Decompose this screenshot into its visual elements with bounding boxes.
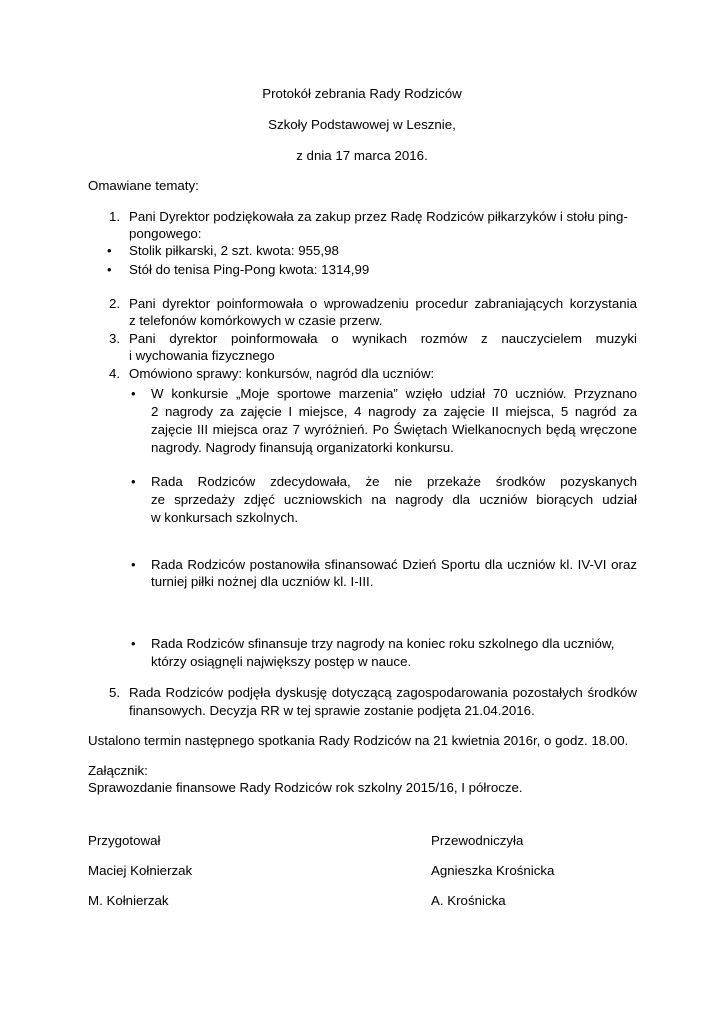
item-1-bullet-2: Stół do tenisa Ping-Pong kwota: 1314,99 (129, 262, 370, 277)
attachment-label: Załącznik: (88, 763, 148, 778)
item-number-2: 2. (109, 296, 121, 311)
item-number-5: 5. (109, 685, 121, 700)
chair-label: Przewodniczyła (431, 833, 524, 848)
meeting-date: z dnia 17 marca 2016. (296, 148, 428, 163)
bullet-icon: • (131, 386, 136, 401)
prepared-by-signature: M. Kołnierzak (88, 893, 169, 908)
item-4-line-1: Omówiono sprawy: konkursów, nagród dla uczniów: (129, 366, 435, 381)
bullet-icon: • (131, 636, 136, 651)
item-3-line-1: Pani dyrektor poinformowała o wynikach rozmów z nauczycielem muzyki (129, 331, 637, 346)
topics-label: Omawiane tematy: (88, 178, 199, 193)
item-number-4: 4. (109, 366, 121, 381)
item-5-line-1: Rada Rodziców podjęła dyskusję dotyczącą zagospodarowania pozostałych środków (129, 685, 637, 700)
item-3-line-2: i wychowania fizycznego (129, 348, 275, 363)
item-1-bullet-1: Stolik piłkarski, 2 szt. kwota: 955,98 (129, 243, 339, 258)
item-4-bullet-4-line-1: Rada Rodziców sfinansuje trzy nagrody na koniec roku szkolnego dla uczniów, (151, 636, 615, 651)
item-4-bullet-1-line-2: 2 nagrody za zajęcie I miejsce, 4 nagrody za zajęcie II miejsca, 5 nagród za (151, 404, 637, 419)
item-number-1: 1. (109, 209, 121, 224)
item-4-bullet-1-line-3: zajęcie III miejsca oraz 7 wyróżnień. Po Świętach Wielkanocnych będą wręczone (151, 422, 637, 437)
item-1-line-1: Pani Dyrektor podziękowała za zakup przez Radę Rodziców piłkarzyków i stołu ping- (129, 209, 628, 224)
item-number-3: 3. (109, 331, 121, 346)
item-4-bullet-4-line-2: którzy osiągnęli największy postęp w nauce. (151, 654, 412, 669)
item-4-bullet-3-line-2: turniej piłki nożnej dla uczniów kl. I-III. (151, 574, 374, 589)
next-meeting-note: Ustalono termin następnego spotkania Rady Rodziców na 21 kwietnia 2016r, o godz. 18.00. (88, 733, 629, 748)
document-title: Protokół zebrania Rady Rodziców (262, 86, 462, 101)
bullet-icon: • (107, 243, 112, 258)
item-2-line-1: Pani dyrektor poinformowała o wprowadzeniu procedur zabraniających korzystania (129, 296, 637, 311)
item-5-line-2: finansowych. Decyzja RR w tej sprawie zostanie podjęta 21.04.2016. (129, 703, 535, 718)
item-4-bullet-2-line-3: w konkursach szkolnych. (151, 510, 299, 525)
item-4-bullet-2-line-1: Rada Rodziców zdecydowała, że nie przekaże środków pozyskanych (151, 474, 637, 489)
attachment-text: Sprawozdanie finansowe Rady Rodziców rok szkolny 2015/16, I półrocze. (88, 780, 523, 795)
prepared-by-name: Maciej Kołnierzak (88, 863, 193, 878)
bullet-icon: • (131, 474, 136, 489)
item-4-bullet-2-line-2: ze sprzedaży zdjęć uczniowskich na nagrody dla uczniów biorących udział (151, 492, 637, 507)
chair-name: Agnieszka Krośnicka (431, 863, 555, 878)
item-4-bullet-3-line-1: Rada Rodziców postanowiła sfinansować Dzień Sportu dla uczniów kl. IV-VI oraz (151, 557, 637, 572)
item-4-bullet-1-line-1: W konkursie „Moje sportowe marzenia” wzięło udział 70 uczniów. Przyznano (151, 386, 637, 401)
prepared-by-label: Przygotował (88, 833, 161, 848)
chair-signature: A. Krośnicka (431, 893, 506, 908)
item-2-line-2: z telefonów komórkowych w czasie przerw. (129, 313, 383, 328)
bullet-icon: • (131, 557, 136, 572)
item-1-line-2: pongowego: (129, 226, 202, 241)
school-name: Szkoły Podstawowej w Lesznie, (268, 117, 456, 132)
bullet-icon: • (107, 262, 112, 277)
item-4-bullet-1-line-4: nagrody. Nagrody finansują organizatorki konkursu. (151, 440, 454, 455)
